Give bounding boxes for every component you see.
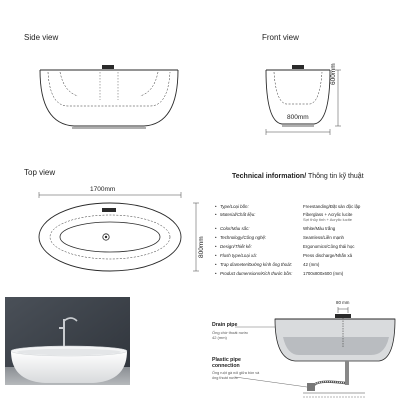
- spec-row-material: • Material/Chất liệu: Fiberglass + Acrylic lucite Sợi thủy tinh + Acrylic lucite: [215, 212, 353, 222]
- top-view-title: Top view: [24, 168, 56, 177]
- tech-info-title: [232, 173, 364, 180]
- drain-pipe-label: Drain pipe: [212, 322, 238, 328]
- drain-top-dim: 80 mm: [336, 300, 350, 305]
- front-width-dim: 800mm: [287, 114, 309, 121]
- tech-info-list: [215, 204, 405, 276]
- front-view-title: Front view: [262, 33, 299, 42]
- plastic-pipe-label: Plastic pipe connection: [212, 357, 241, 369]
- front-view-drawing: [262, 62, 352, 132]
- top-view-drawing: [36, 192, 206, 292]
- tech-info-title-vi: Thông tin kỹ thuật: [306, 173, 364, 180]
- spec-row-technology: • Technology/Công nghệ: Seamless/Liền mạnh: [215, 235, 345, 240]
- front-height-dim: 600mm: [330, 63, 337, 85]
- tech-info-title-en: Technical information/: [232, 173, 307, 180]
- spec-row-color: • Color/Màu sắc: White/Màu trắng: [215, 226, 336, 231]
- spec-row-dimensions: • Product dumensions/Kích thước bồn: 1700x800x600 (mm): [215, 271, 344, 276]
- plastic-pipe-sub: Ống ruột gà nối giữa bồn và ống thoát nước: [212, 371, 260, 380]
- spec-row-type: • Type/Loại bồn: Freestanding/Đặt sàn độc lập: [215, 204, 361, 209]
- spec-row-trap-diameter: • Trap diameter/Đường kính ống thoát: 42 (mm): [215, 262, 320, 267]
- side-view-drawing: [38, 62, 180, 132]
- top-width-dim: 800mm: [198, 236, 205, 258]
- spec-row-flush-type: • Flush type/Loại xả: Press discharge/Nhấn xả: [215, 253, 353, 258]
- drain-pipe-sub: Ống chờ thoát nước: [212, 330, 249, 335]
- product-photo: [5, 297, 130, 385]
- top-length-dim: 1700mm: [90, 186, 116, 193]
- side-view-title: Side view: [24, 33, 59, 42]
- front-width-dim-line: [262, 128, 334, 140]
- spec-row-design: • Design/Thiết kế: Ergonomics/Công thái học: [215, 244, 355, 249]
- drain-diagram: [195, 297, 405, 400]
- drain-pipe-size: 42 (mm): [212, 335, 227, 340]
